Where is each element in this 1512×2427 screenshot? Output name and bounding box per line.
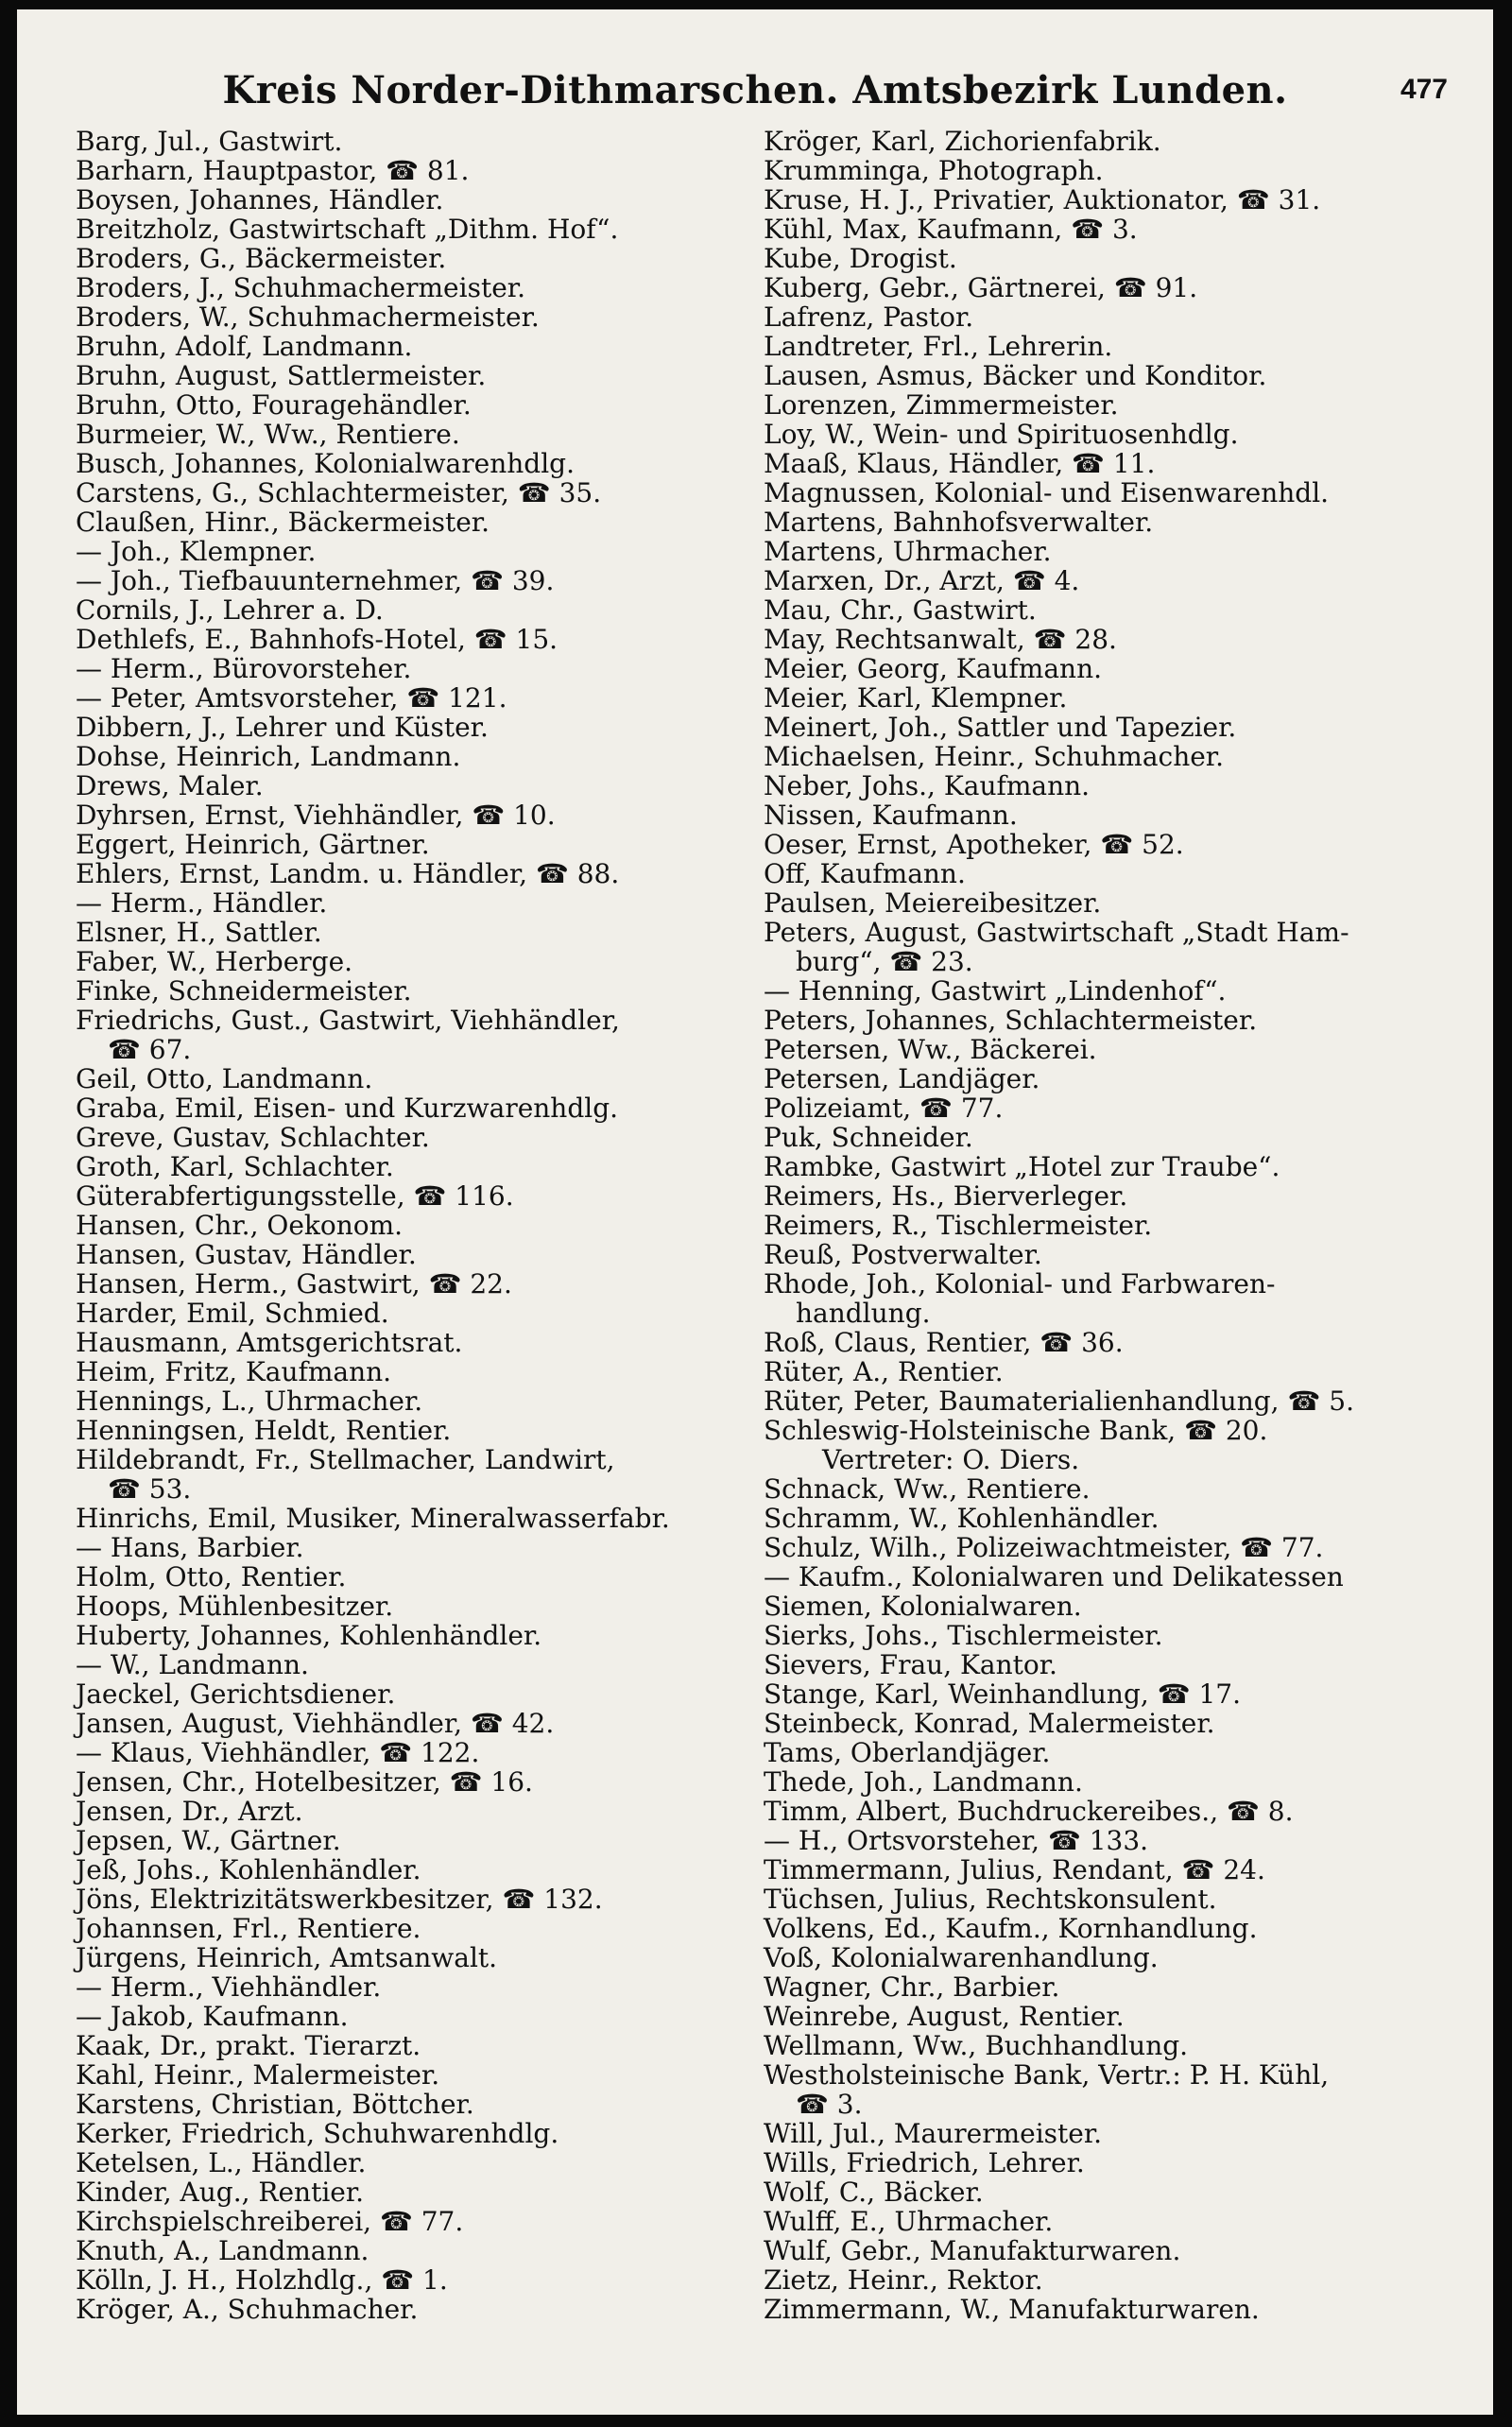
directory-entry: Barharn, Hauptpastor, ☎ 81. [76, 155, 470, 186]
directory-entry: Zietz, Heinr., Rektor. [764, 2264, 1043, 2296]
directory-entry: Kölln, J. H., Holzhdlg., ☎ 1. [76, 2264, 448, 2296]
directory-entry: Kröger, A., Schuhmacher. [76, 2294, 419, 2325]
directory-entry: Roß, Claus, Rentier, ☎ 36. [764, 1327, 1124, 1358]
directory-entry: Hildebrandt, Fr., Stellmacher, Landwirt, [76, 1444, 615, 1475]
directory-entry: Schleswig-Holsteinische Bank, ☎ 20. [764, 1415, 1268, 1446]
directory-entry: Broders, G., Bäckermeister. [76, 243, 447, 274]
directory-entry: Karstens, Christian, Böttcher. [76, 2089, 474, 2120]
directory-entry: Wulff, E., Uhrmacher. [764, 2206, 1054, 2237]
directory-entry: May, Rechtsanwalt, ☎ 28. [764, 624, 1117, 655]
directory-entry: Kube, Drogist. [764, 243, 957, 274]
directory-entry: Lorenzen, Zimmermeister. [764, 389, 1119, 421]
directory-entry: Lausen, Asmus, Bäcker und Konditor. [764, 360, 1267, 391]
directory-entry: Greve, Gustav, Schlachter. [76, 1122, 430, 1153]
directory-entry: Jensen, Chr., Hotelbesitzer, ☎ 16. [76, 1766, 533, 1798]
directory-entry: Kerker, Friedrich, Schuhwarenhdlg. [76, 2118, 559, 2149]
directory-entry: Burmeier, W., Ww., Rentiere. [76, 419, 460, 450]
directory-entry: Peters, Johannes, Schlachtermeister. [764, 1005, 1258, 1036]
directory-entry: Petersen, Ww., Bäckerei. [764, 1034, 1097, 1065]
directory-entry: Knuth, A., Landmann. [76, 2235, 369, 2266]
directory-entry: Wills, Friedrich, Lehrer. [764, 2147, 1085, 2178]
directory-entry: Wulf, Gebr., Manufakturwaren. [764, 2235, 1181, 2266]
directory-entry: Paulsen, Meiereibesitzer. [764, 887, 1102, 919]
directory-entry: Ehlers, Ernst, Landm. u. Händler, ☎ 88. [76, 858, 620, 889]
directory-entry: Hoops, Mühlenbesitzer. [76, 1591, 394, 1622]
directory-entry: Meinert, Joh., Sattler und Tapezier. [764, 712, 1237, 743]
directory-entry: — H., Ortsvorsteher, ☎ 133. [764, 1825, 1149, 1856]
directory-entry: Hennings, L., Uhrmacher. [76, 1386, 423, 1417]
directory-entry: Meier, Georg, Kaufmann. [764, 653, 1102, 684]
directory-entry: Hansen, Gustav, Händler. [76, 1239, 417, 1270]
directory-entry: — Peter, Amtsvorsteher, ☎ 121. [76, 682, 507, 714]
directory-entry: Friedrichs, Gust., Gastwirt, Viehhändler, [76, 1005, 620, 1036]
directory-entry: Landtreter, Frl., Lehrerin. [764, 331, 1113, 362]
directory-entry: — Herm., Händler. [76, 887, 328, 919]
directory-entry: Will, Jul., Maurermeister. [764, 2118, 1103, 2149]
directory-entry: Siemen, Kolonialwaren. [764, 1591, 1082, 1622]
directory-entry: Boysen, Johannes, Händler. [76, 184, 444, 215]
directory-entry: Kühl, Max, Kaufmann, ☎ 3. [764, 214, 1138, 245]
directory-entry: Timmermann, Julius, Rendant, ☎ 24. [764, 1854, 1265, 1885]
directory-entry: Drews, Maler. [76, 770, 264, 801]
directory-entry: Wellmann, Ww., Buchhandlung. [764, 2030, 1189, 2061]
directory-entry: Marxen, Dr., Arzt, ☎ 4. [764, 565, 1080, 596]
directory-entry: Kirchspielschreiberei, ☎ 77. [76, 2206, 464, 2237]
directory-entry: Krumminga, Photograph. [764, 155, 1104, 186]
directory-entry: Breitzholz, Gastwirtschaft „Dithm. Hof“. [76, 214, 619, 245]
directory-entry: Schulz, Wilh., Polizeiwachtmeister, ☎ 77. [764, 1532, 1324, 1563]
directory-entry: Michaelsen, Heinr., Schuhmacher. [764, 741, 1225, 772]
directory-entry: Henningsen, Heldt, Rentier. [76, 1415, 452, 1446]
directory-entry: Kinder, Aug., Rentier. [76, 2177, 365, 2208]
directory-entry: Dibbern, J., Lehrer und Küster. [76, 712, 489, 743]
directory-entry: Off, Kaufmann. [764, 858, 966, 889]
directory-entry: Broders, J., Schuhmachermeister. [76, 272, 525, 303]
directory-entry: Kröger, Karl, Zichorienfabrik. [764, 126, 1161, 157]
directory-entry: Rüter, Peter, Baumaterialienhandlung, ☎ 5. [764, 1386, 1354, 1417]
directory-entry: Loy, W., Wein- und Spirituosenhdlg. [764, 419, 1239, 450]
directory-entry: Nissen, Kaufmann. [764, 800, 1018, 831]
directory-entry: Martens, Bahnhofsverwalter. [764, 507, 1154, 538]
directory-entry: Jürgens, Heinrich, Amtsanwalt. [76, 1942, 498, 1973]
directory-entry: Puk, Schneider. [764, 1122, 973, 1153]
directory-entry: — Joh., Klempner. [76, 536, 317, 567]
directory-entry: Faber, W., Herberge. [76, 946, 353, 977]
directory-entry: Güterabfertigungsstelle, ☎ 116. [76, 1180, 514, 1212]
directory-entry: Zimmermann, W., Manufakturwaren. [764, 2294, 1260, 2325]
directory-entry: — Henning, Gastwirt „Lindenhof“. [764, 975, 1227, 1007]
directory-entry: Elsner, H., Sattler. [76, 917, 322, 948]
directory-entry: Barg, Jul., Gastwirt. [76, 126, 343, 157]
directory-entry: Huberty, Johannes, Kohlenhändler. [76, 1620, 542, 1651]
directory-entry: — W., Landmann. [76, 1649, 309, 1680]
directory-entry: Stange, Karl, Weinhandlung, ☎ 17. [764, 1678, 1241, 1710]
page-title: Kreis Norder-Dithmarschen. Amtsbezirk Lunden. [222, 68, 1288, 112]
directory-entry: — Herm., Bürovorsteher. [76, 653, 412, 684]
directory-entry: Dyhrsen, Ernst, Viehhändler, ☎ 10. [76, 800, 556, 831]
directory-entry: Reuß, Postverwalter. [764, 1239, 1042, 1270]
directory-entry: Geil, Otto, Landmann. [76, 1063, 373, 1094]
directory-entry: Kuberg, Gebr., Gärtnerei, ☎ 91. [764, 272, 1198, 303]
left-column [76, 127, 765, 2324]
directory-entry: — Joh., Tiefbauunternehmer, ☎ 39. [76, 565, 555, 596]
directory-entry: Westholsteinische Bank, Vertr.: P. H. Kühl, [764, 2059, 1330, 2091]
directory-entry: Busch, Johannes, Kolonialwarenhdlg. [76, 448, 575, 479]
right-column [764, 127, 1463, 2324]
directory-entry: Voß, Kolonialwarenhandlung. [764, 1942, 1159, 1973]
directory-entry: Bruhn, Otto, Fouragehändler. [76, 389, 472, 421]
directory-entry: Bruhn, August, Sattlermeister. [76, 360, 487, 391]
directory-entry: Harder, Emil, Schmied. [76, 1298, 389, 1329]
directory-entry: Bruhn, Adolf, Landmann. [76, 331, 413, 362]
directory-entry: Wagner, Chr., Barbier. [764, 1971, 1060, 2003]
page-number: 477 [1400, 74, 1448, 105]
directory-entry: — Klaus, Viehhändler, ☎ 122. [76, 1737, 480, 1768]
directory-entry: Petersen, Landjäger. [764, 1063, 1040, 1094]
directory-entry: — Kaufm., Kolonialwaren und Delikatessen [764, 1561, 1344, 1592]
directory-entry: — Hans, Barbier. [76, 1532, 304, 1563]
directory-entry: Holm, Otto, Rentier. [76, 1561, 347, 1592]
directory-entry: Claußen, Hinr., Bäckermeister. [76, 507, 490, 538]
directory-entry: Meier, Karl, Klempner. [764, 682, 1068, 714]
directory-entry: Cornils, J., Lehrer a. D. [76, 594, 384, 626]
directory-entry: Peters, August, Gastwirtschaft „Stadt Ham- [764, 917, 1349, 948]
directory-entry: Weinrebe, August, Rentier. [764, 2001, 1125, 2032]
directory-entry: ☎ 67. [108, 1034, 192, 1065]
directory-entry: Jensen, Dr., Arzt. [76, 1796, 303, 1827]
directory-entry: Steinbeck, Konrad, Malermeister. [764, 1708, 1215, 1739]
directory-entry: Groth, Karl, Schlachter. [76, 1151, 394, 1182]
directory-entry: Kahl, Heinr., Malermeister. [76, 2059, 440, 2091]
directory-entry: Thede, Joh., Landmann. [764, 1766, 1083, 1798]
directory-entry: ☎ 3. [796, 2089, 863, 2120]
page-header [17, 68, 1493, 125]
directory-page [17, 9, 1493, 2415]
directory-entry: Jaeckel, Gerichtsdiener. [76, 1678, 396, 1710]
directory-entry: Volkens, Ed., Kaufm., Kornhandlung. [764, 1913, 1258, 1944]
directory-entry: Maaß, Klaus, Händler, ☎ 11. [764, 448, 1156, 479]
directory-entry: Magnussen, Kolonial- und Eisenwarenhdl. [764, 477, 1330, 508]
directory-entry: Schramm, W., Kohlenhändler. [764, 1503, 1160, 1534]
directory-entry: Jeß, Johs., Kohlenhändler. [76, 1854, 421, 1885]
directory-entry: handlung. [796, 1298, 931, 1329]
directory-entry: ☎ 53. [108, 1473, 192, 1505]
directory-entry: Sierks, Johs., Tischlermeister. [764, 1620, 1163, 1651]
directory-entry: Graba, Emil, Eisen- und Kurzwarenhdlg. [76, 1093, 619, 1124]
directory-entry: Reimers, Hs., Bierverleger. [764, 1180, 1128, 1212]
directory-entry: Timm, Albert, Buchdruckereibes., ☎ 8. [764, 1796, 1294, 1827]
directory-entry: — Jakob, Kaufmann. [76, 2001, 349, 2032]
directory-entry: Martens, Uhrmacher. [764, 536, 1052, 567]
directory-entry: Ketelsen, L., Händler. [76, 2147, 367, 2178]
directory-entry: Heim, Fritz, Kaufmann. [76, 1356, 392, 1387]
directory-entry: Tams, Oberlandjäger. [764, 1737, 1051, 1768]
directory-entry: Rüter, A., Rentier. [764, 1356, 1004, 1387]
directory-entry: burg“, ☎ 23. [796, 946, 973, 977]
directory-entry: Lafrenz, Pastor. [764, 301, 974, 333]
directory-entry: Tüchsen, Julius, Rechtskonsulent. [764, 1884, 1217, 1915]
directory-entry: Oeser, Ernst, Apotheker, ☎ 52. [764, 829, 1184, 860]
directory-entry: Vertreter: O. Diers. [822, 1444, 1080, 1475]
directory-entry: Rhode, Joh., Kolonial- und Farbwaren- [764, 1268, 1276, 1300]
directory-entry: Polizeiamt, ☎ 77. [764, 1093, 1004, 1124]
directory-entry: Reimers, R., Tischlermeister. [764, 1210, 1153, 1241]
directory-entry: Eggert, Heinrich, Gärtner. [76, 829, 430, 860]
directory-entry: Hinrichs, Emil, Musiker, Mineralwasserfabr. [76, 1503, 670, 1534]
directory-entry: Finke, Schneidermeister. [76, 975, 412, 1007]
directory-entry: Dethlefs, E., Bahnhofs-Hotel, ☎ 15. [76, 624, 558, 655]
directory-entry: Hausmann, Amtsgerichtsrat. [76, 1327, 463, 1358]
directory-entry: Hansen, Herm., Gastwirt, ☎ 22. [76, 1268, 512, 1300]
directory-entry: Dohse, Heinrich, Landmann. [76, 741, 461, 772]
directory-entry: Carstens, G., Schlachtermeister, ☎ 35. [76, 477, 602, 508]
directory-entry: Mau, Chr., Gastwirt. [764, 594, 1037, 626]
directory-entry: — Herm., Viehhändler. [76, 1971, 382, 2003]
directory-entry: Hansen, Chr., Oekonom. [76, 1210, 404, 1241]
directory-entry: Broders, W., Schuhmachermeister. [76, 301, 540, 333]
directory-entry: Rambke, Gastwirt „Hotel zur Traube“. [764, 1151, 1280, 1182]
directory-entry: Johannsen, Frl., Rentiere. [76, 1913, 421, 1944]
directory-entry: Jepsen, W., Gärtner. [76, 1825, 341, 1856]
directory-entry: Kaak, Dr., prakt. Tierarzt. [76, 2030, 421, 2061]
directory-entry: Sievers, Frau, Kantor. [764, 1649, 1057, 1680]
directory-entry: Jöns, Elektrizitätswerkbesitzer, ☎ 132. [76, 1884, 603, 1915]
directory-entry: Schnack, Ww., Rentiere. [764, 1473, 1091, 1505]
directory-entry: Wolf, C., Bäcker. [764, 2177, 984, 2208]
directory-entry: Kruse, H. J., Privatier, Auktionator, ☎ 31. [764, 184, 1321, 215]
directory-entry: Jansen, August, Viehhändler, ☎ 42. [76, 1708, 555, 1739]
directory-entry: Neber, Johs., Kaufmann. [764, 770, 1091, 801]
